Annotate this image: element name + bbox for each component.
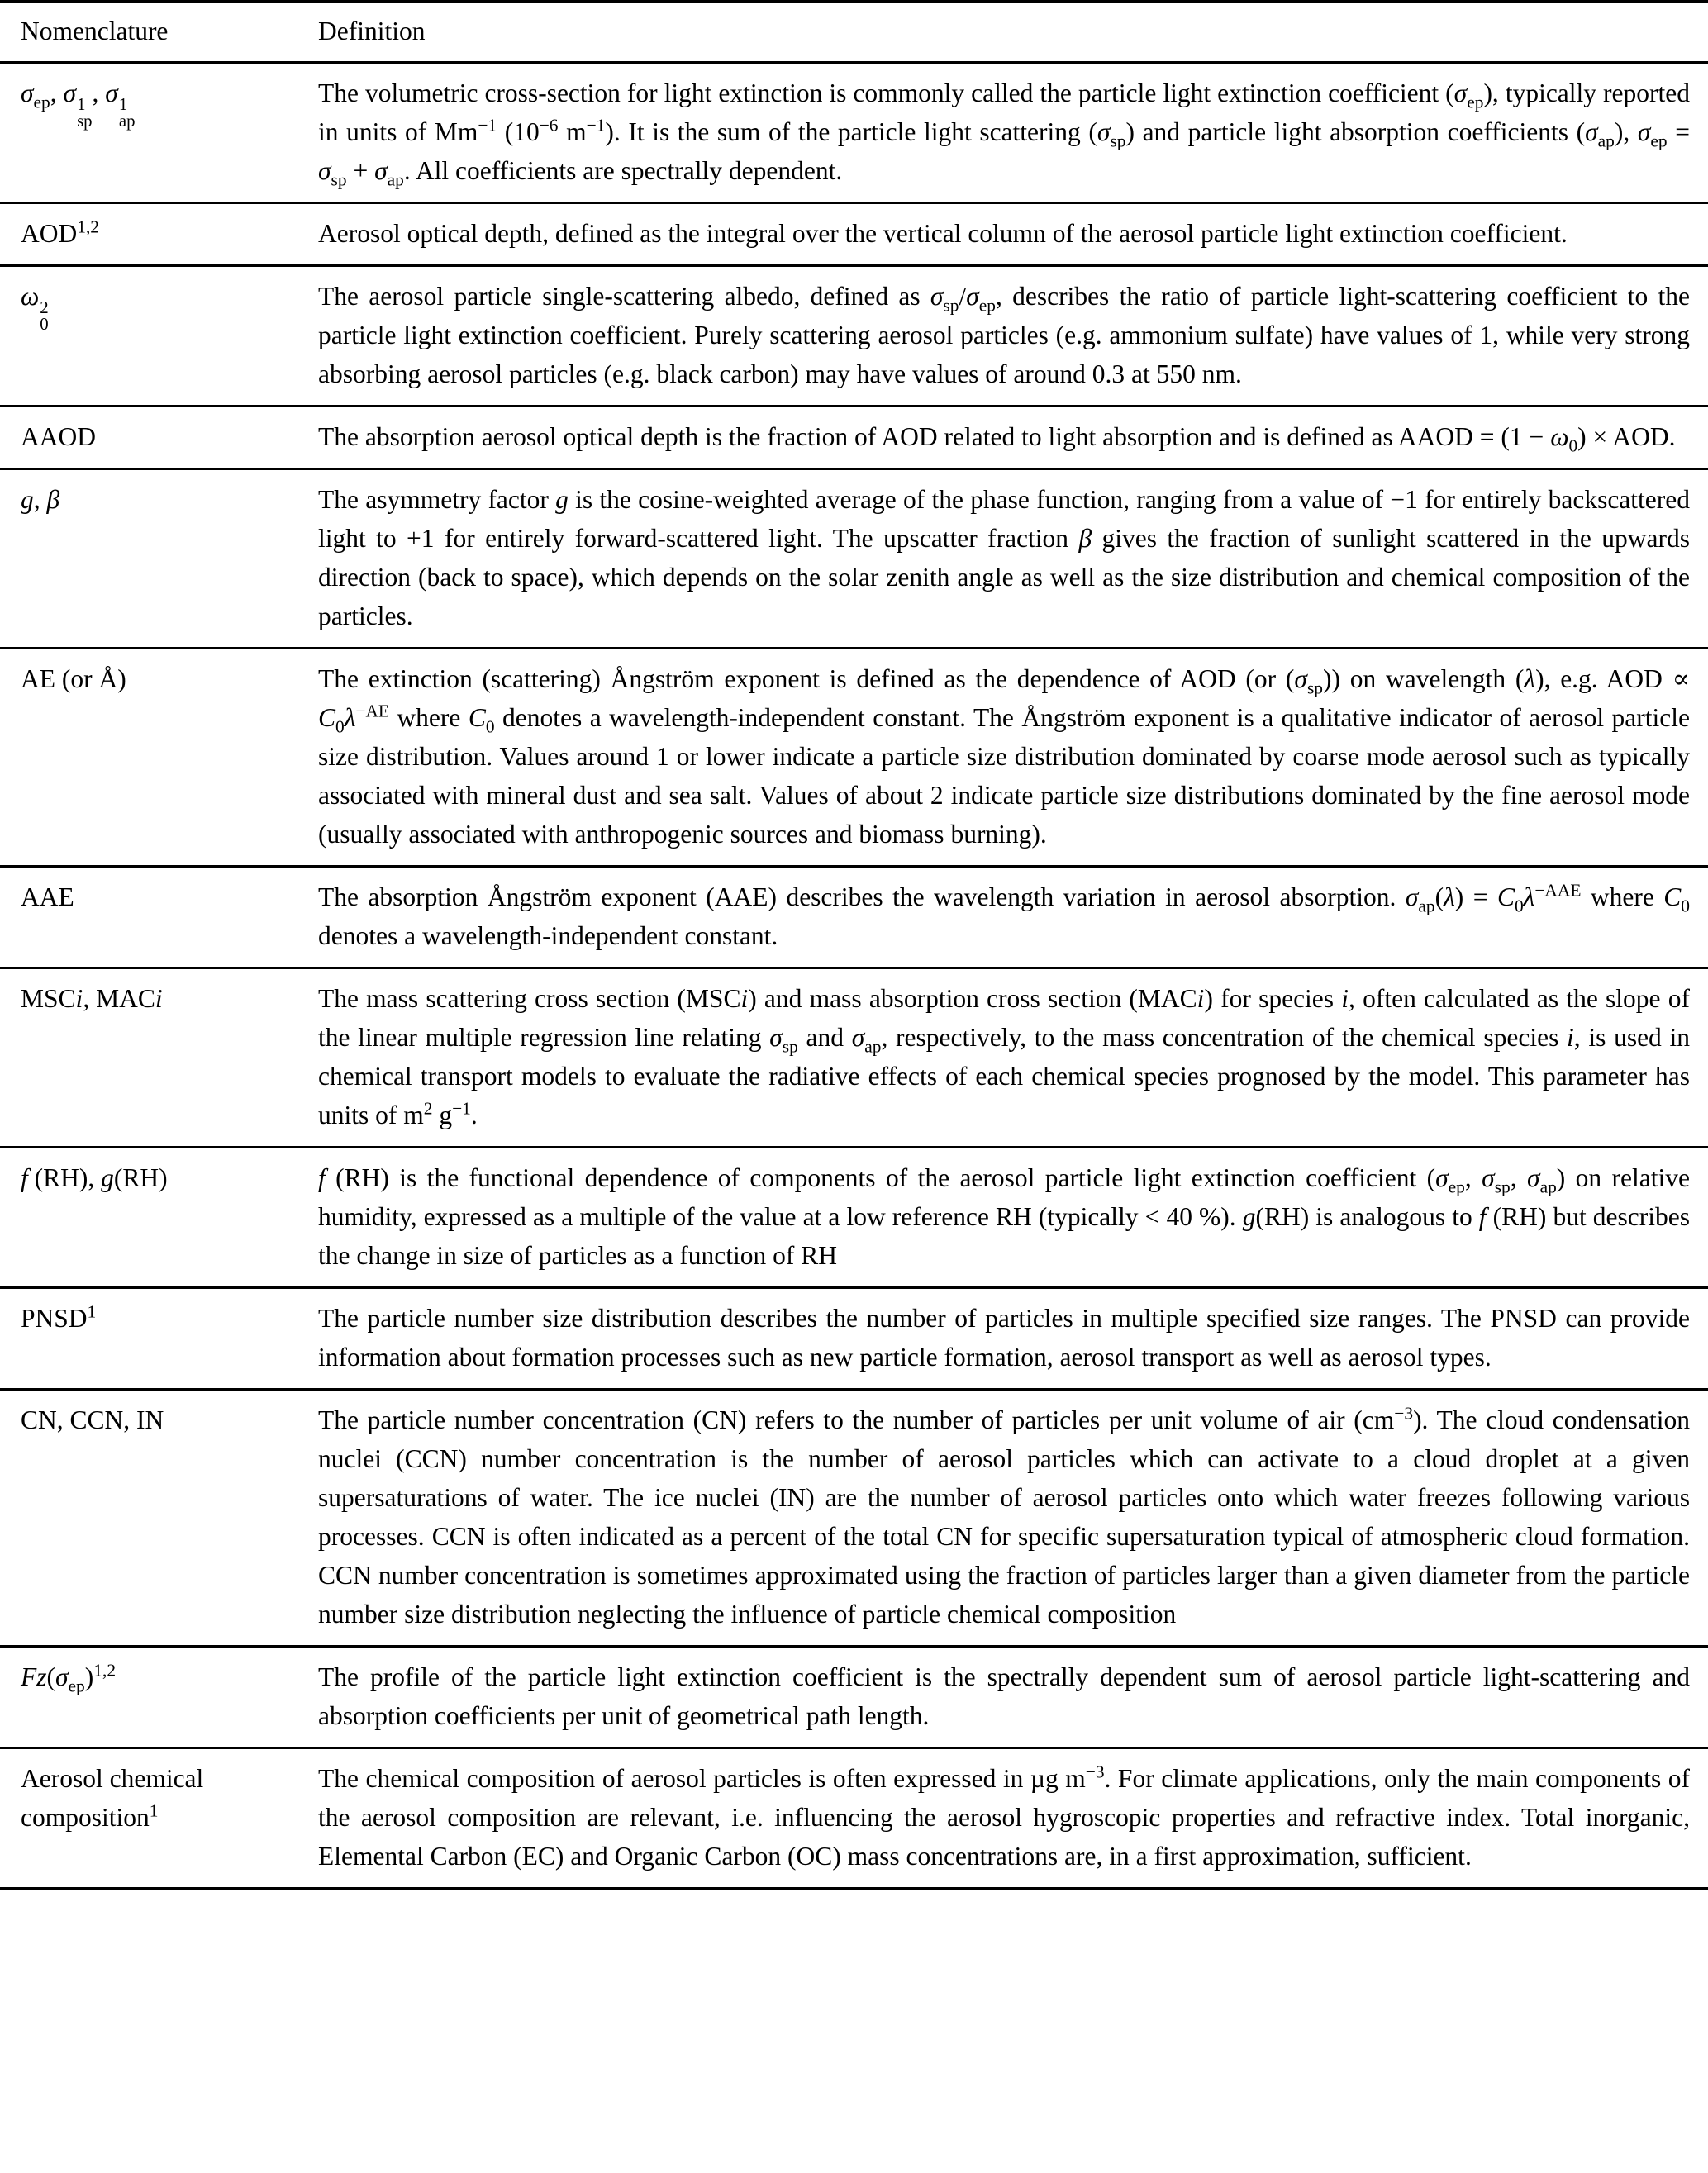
table-row [0,968,1708,1148]
nomenclature-cell: $Fz(\sigma_{ep})^{1,2}$ [0,1647,318,1748]
header-row [0,2,1708,63]
definition-cell: The chemical composition of aerosol particles is often expressed in µg $m^{-3}$. For climate applications, only the main components of the aerosol composition are relevant, i.e. influencing the aerosol hygroscopic properties and refractive index. Total inorganic, Elemental Carbon (EC) and Organic Carbon (OC) mass concentrations are, in a first approximation, sufficient. [318,1762,1690,1871]
table-row [0,203,1708,266]
table-row [0,1288,1708,1390]
table-row [0,867,1708,968]
nomenclature-cell: CN, CCN, IN [0,1390,318,1647]
definition-cell: The mass scattering cross section (MSCi) and mass absorption cross section (MACi) for species i, often calculated as the slope of the linear multiple regression line relating $\sigma_{sp}$ and $\sigma_{ap}$, respectively, to the mass concentration of the chemical species i, is used in chemical transport models to evaluate the radiative effects of each chemical species prognosed by the model. This parameter has units of $m^2$ $g^{-1}$. [318,968,1708,1148]
definition-cell: The volumetric cross-section for light extinction is commonly called the particle light extinction coefficient $(\sigma_{ep})$, typically reported in units of $Mm^{-1}$ ($10^{-6}$ $m^{-1}$). It is the sum of the particle light scattering $(\sigma_{sp})$ and particle light absorption coefficients $(\sigma_{ap})$, $\sigma_{ep} = \sigma_{sp} + \sigma_{ap}$. All coefficients are spectrally dependent. [318,63,1708,203]
definition-cell: Aerosol optical depth, defined as the integral over the vertical column of the aerosol particle light extinction coefficient. [318,203,1708,266]
definition-cell: The aerosol particle single-scattering albedo, defined as $\sigma_{sp}/\sigma_{ep}$, describes the ratio of particle light-scattering coefficient to the particle light extinction coefficient. Purely scattering aerosol particles (e.g. ammonium sulfate) have values of 1, while very strong absorbing aerosol particles (e.g. black carbon) may have values of around 0.3 at 550 nm. [318,266,1708,407]
definition-cell: The extinction (scattering) Ångström exponent is defined as the dependence of AOD (or $(\sigma_{sp})$) on wavelength (λ), e.g. AOD ∝ $C_0\lambda^{-AE}$ where $C_0$ denotes a wavelength-independent constant. The Ångström exponent is a qualitative indicator of aerosol particle size distribution. Values around 1 or lower indicate a particle size distribution dominated by coarse mode aerosol such as typically associated with mineral dust and sea salt. Values of about 2 indicate particle size distributions dominated by the fine aerosol mode (usually associated with anthropogenic sources and biomass burning). [318,649,1708,867]
nomenclature-cell: MSCi, MACi [0,968,318,1148]
table-row [0,407,1708,469]
nomenclature-cell: AOD$^{1,2}$ [0,203,318,266]
nomenclature-cell: g, β [0,469,318,649]
definition-cell: The absorption aerosol optical depth is the fraction of AOD related to light absorption and is defined as AAOD = $(1 - \omega_0)$ × AOD. [318,407,1708,469]
nomenclature-cell: AE (or Å) [0,649,318,867]
definition-cell: The particle number size distribution describes the number of particles in multiple specified size ranges. The PNSD can provide information about formation processes such as new particle formation, aerosol transport as well as aerosol types. [318,1288,1708,1390]
table-row [0,63,1708,203]
nomenclature-cell: $\sigma_{ep}$, σ 1 sp , σ 1 ap [0,63,318,203]
nomenclature-cell: f (RH), g(RH) [0,1148,318,1288]
table-row [0,1148,1708,1288]
nomenclature-cell: ω 2 0 [0,266,318,407]
definition-cell: f (RH) is the functional dependence of components of the aerosol particle light extinction coefficient ($\sigma_{ep}$, $\sigma_{sp}$, $\sigma_{ap}$) on relative humidity, expressed as a multiple of the value at a low reference RH (typically < 40 %). g(RH) is analogous to f (RH) but describes the change in size of particles as a function of RH [318,1148,1708,1288]
nomenclature-cell: AAE [0,867,318,968]
nomenclature-cell: Aerosol chemical composition$^1$ [21,1764,204,1832]
table-row [0,1647,1708,1748]
table-row [0,1748,1708,1890]
table-body [0,63,1708,1890]
table-row [0,469,1708,649]
definition-cell: The asymmetry factor g is the cosine-weighted average of the phase function, ranging from a value of −1 for entirely backscattered light to +1 for entirely forward-scattered light. The upscatter fraction β gives the fraction of sunlight scattered in the upwards direction (back to space), which depends on the solar zenith angle as well as the size distribution and chemical composition of the particles. [318,469,1708,649]
table-row [0,649,1708,867]
table-row [0,1390,1708,1647]
definition-cell: The profile of the particle light extinction coefficient is the spectrally dependent sum of aerosol particle light-scattering and absorption coefficients per unit of geometrical path length. [318,1647,1708,1748]
nomenclature-cell: PNSD$^1$ [0,1288,318,1390]
column-header-definition: Definition [318,2,1708,63]
definition-cell: The particle number concentration (CN) refers to the number of particles per unit volume of air $(cm^{-3})$. The cloud condensation nuclei (CCN) number concentration is the number of aerosol particles which can activate to a cloud droplet at a given supersaturations of water. The ice nuclei (IN) are the number of aerosol particles onto which water freezes following various processes. CCN is often indicated as a percent of the total CN for specific supersaturation typical of atmospheric cloud formation. CCN number concentration is sometimes approximated using the fraction of particles larger than a given diameter from the particle number size distribution neglecting the influence of particle chemical composition [318,1390,1708,1647]
nomenclature-cell: AAOD [0,407,318,469]
table-row [0,266,1708,407]
column-header-nomenclature: Nomenclature [0,2,318,63]
definition-cell: The absorption Ångström exponent (AAE) describes the wavelength variation in aerosol absorption. $\sigma_{ap}(\lambda) = C_0\lambda^{-AAE}$ where $C_0$ denotes a wavelength-independent constant. [318,867,1708,968]
